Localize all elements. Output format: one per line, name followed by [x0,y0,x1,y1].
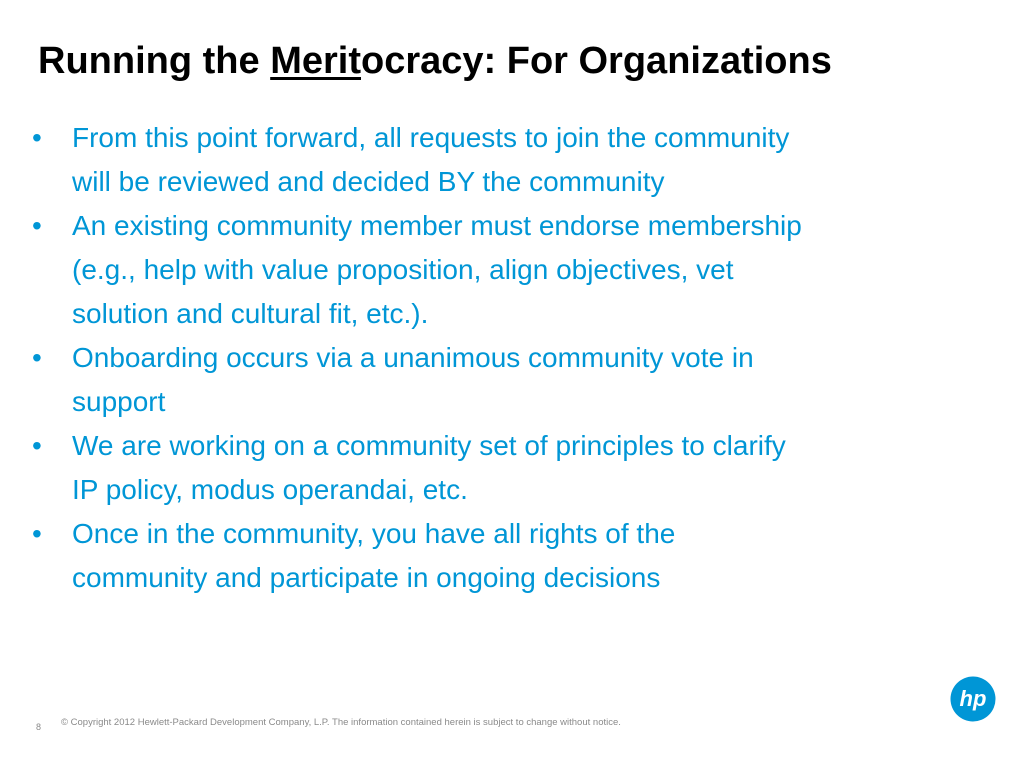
bullet-item-1 [28,116,988,204]
copyright-notice: © Copyright 2012 Hewlett-Packard Development Company, L.P. The information contained herein is subject to change without notice. [61,717,621,728]
title-underlined: Merit [270,40,361,82]
bullet-line: (e.g., help with value proposition, align objectives, vet [72,254,734,285]
bullet-line: solution and cultural fit, etc.). [72,298,429,329]
slide-title [38,38,832,84]
bullet-line: IP policy, modus operandai, etc. [72,474,468,505]
bullet-item-2 [28,204,988,336]
bullet-item-4 [28,424,988,512]
bullet-text [72,210,802,329]
bullet-text [72,518,675,593]
bullet-line: From this point forward, all requests to join the community [72,122,790,153]
bullet-dot: • [32,210,42,241]
bullet-dot: • [32,518,42,549]
bullet-line: An existing community member must endorse membership [72,210,802,241]
bullet-item-5 [28,512,988,600]
title-part-1: Running the [38,40,271,82]
bullet-line: will be reviewed and decided BY the community [72,166,665,197]
bullet-dot: • [32,122,42,153]
bullet-list [28,116,988,600]
hp-logo-text: hp [959,686,987,711]
bullet-line: Onboarding occurs via a unanimous community vote in [72,342,754,373]
bullet-text [72,430,786,505]
bullet-dot: • [32,430,42,461]
hp-logo-icon [950,676,996,722]
bullet-line: Once in the community, you have all rights of the [72,518,676,549]
bullet-text [72,122,789,197]
bullet-line: support [72,386,166,417]
title-part-2: ocracy: For Organizations [360,40,832,82]
bullet-line: community and participate in ongoing decisions [72,562,661,593]
page-number: 8 [36,722,42,732]
bullet-text [72,342,754,417]
bullet-line: We are working on a community set of principles to clarify [72,430,786,461]
bullet-dot: • [32,342,42,373]
bullet-item-3 [28,336,988,424]
